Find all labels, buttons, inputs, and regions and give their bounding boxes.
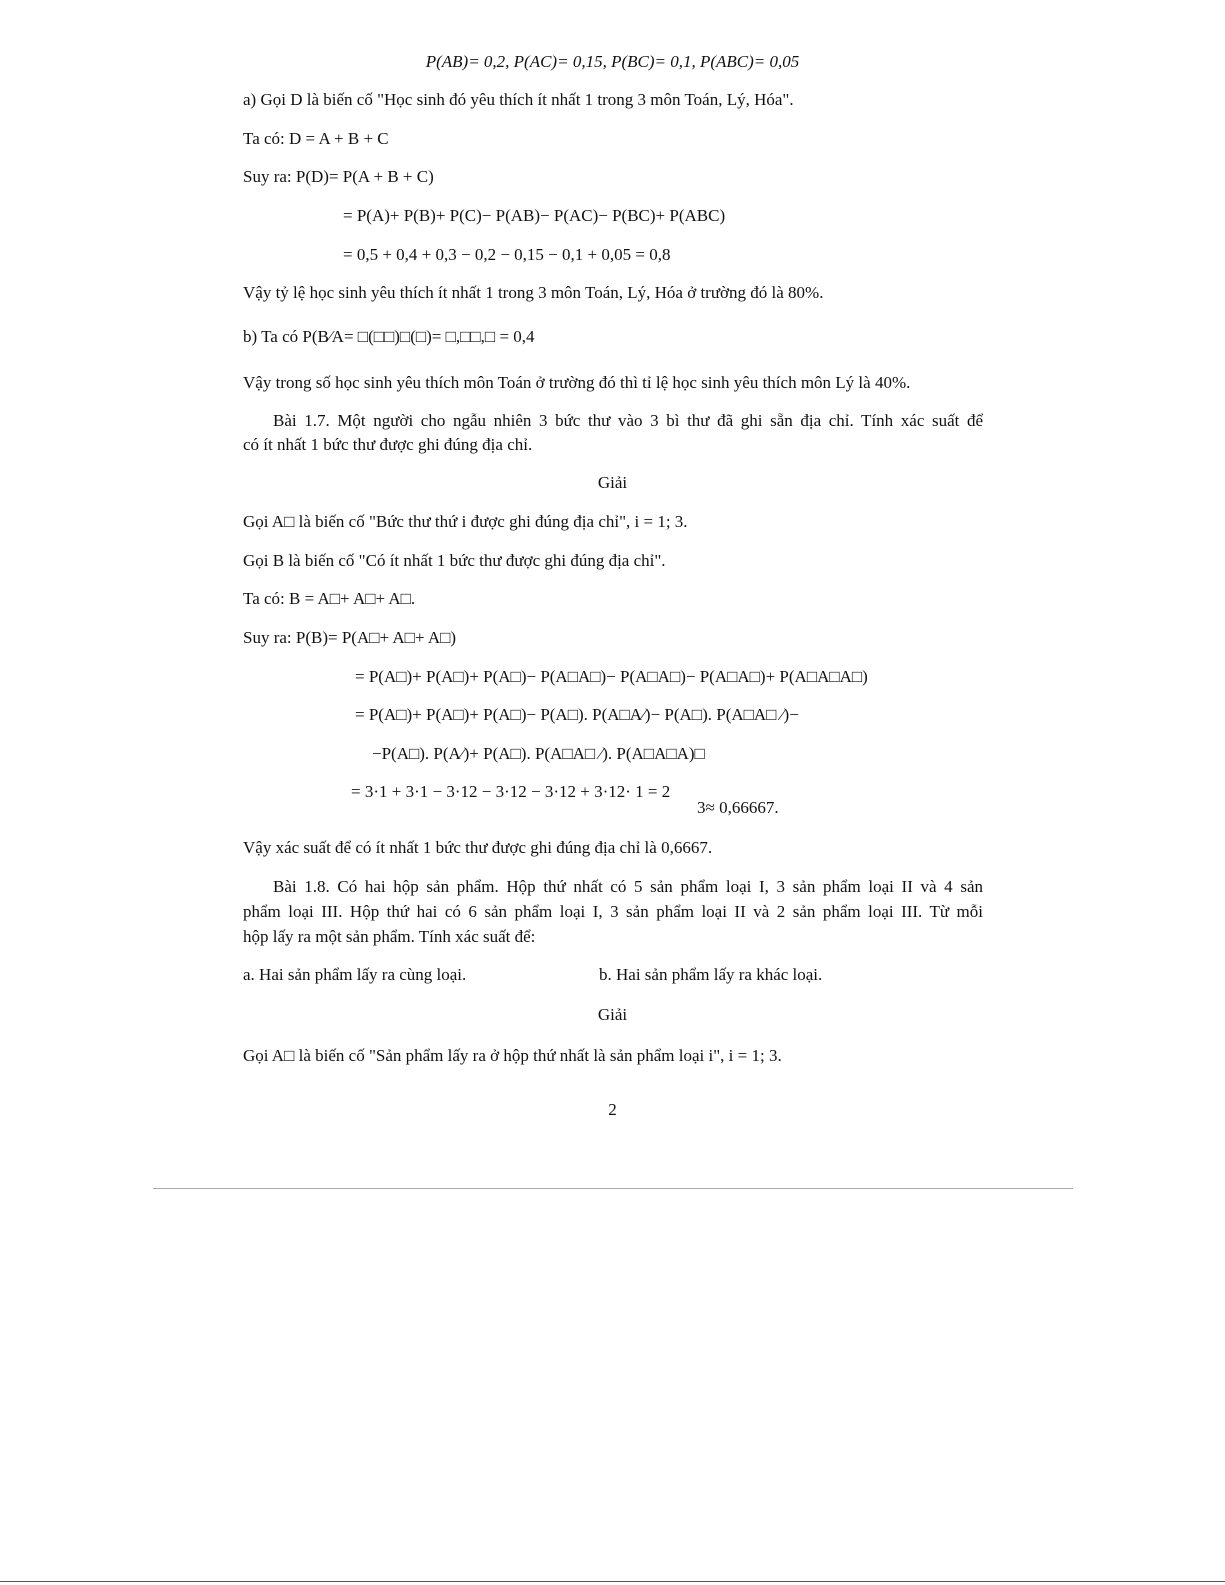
option-b: b. Hai sản phẩm lấy ra khác loại. xyxy=(599,965,823,984)
event-b-formula: Ta có: B = A□+ A□+ A□. xyxy=(243,589,416,608)
exercise-1-7-text: Bài 1.7. Một người cho ngẫu nhiên 3 bức thư vào 3 bì thư đã ghi sẵn địa chỉ. Tính xác suất để xyxy=(273,411,983,430)
part-b-conclusion: Vậy trong số học sinh yêu thích môn Toán ở trường đó thì tỉ lệ học sinh yêu thích môn Lý là 40%. xyxy=(243,373,911,392)
expansion-result: 3≈ 0,66667. xyxy=(697,798,779,817)
event-ai-definition-2: Gọi A□ là biến cố "Sản phẩm lấy ra ở hộp thứ nhất là sản phẩm loại i", i = 1; 3. xyxy=(243,1046,782,1065)
event-b-probability: Suy ra: P(B)= P(A□+ A□+ A□) xyxy=(243,628,457,647)
page-number: 2 xyxy=(608,1100,617,1119)
part-a-definition: a) Gọi D là biến cố "Học sinh đó yêu thích ít nhất 1 trong 3 môn Toán, Lý, Hóa". xyxy=(243,90,794,109)
event-d-formula: Ta có: D = A + B + C xyxy=(243,129,389,148)
inclusion-exclusion-values: = 0,5 + 0,4 + 0,3 − 0,2 − 0,15 − 0,1 + 0,05 = 0,8 xyxy=(343,245,671,264)
event-ai-definition: Gọi A□ là biến cố "Bức thư thứ i được ghi đúng địa chỉ", i = 1; 3. xyxy=(243,512,688,531)
inclusion-exclusion-formula: = P(A)+ P(B)+ P(C)− P(AB)− P(AC)− P(BC)+ P(ABC) xyxy=(343,206,726,225)
exercise-1-8-text-cont: phẩm loại III. Hộp thứ hai có 6 sản phẩm loại I, 3 sản phẩm loại II và 2 sản phẩm loại III. Từ mỗi xyxy=(243,902,983,921)
exercise-1-8-text: Bài 1.8. Có hai hộp sản phẩm. Hộp thứ nhất có 5 sản phẩm loại I, 3 sản phẩm loại II và 4 sản xyxy=(273,877,983,896)
prob-values-line: P(AB)= 0,2, P(AC)= 0,15, P(BC)= 0,1, P(ABC)= 0,05 xyxy=(425,52,800,71)
expansion-line-3: −P(A□). P(A⁄)+ P(A□). P(A□A□ ⁄). P(A□A□A)□ xyxy=(372,744,705,763)
event-b-definition: Gọi B là biến cố "Có ít nhất 1 bức thư được ghi đúng địa chỉ". xyxy=(243,551,666,570)
solution-heading: Giải xyxy=(597,473,628,492)
exercise-1-7-conclusion: Vậy xác suất để có ít nhất 1 bức thư được ghi đúng địa chỉ là 0,6667. xyxy=(243,838,713,857)
expansion-line-2: = P(A□)+ P(A□)+ P(A□)− P(A□). P(A□A⁄)− P(A□). P(A□A□ ⁄)− xyxy=(355,705,799,724)
solution-heading-2: Giải xyxy=(597,1005,628,1024)
part-b-conditional: b) Ta có P(B⁄A= □(□□)□(□)= □,□□,□ = 0,4 xyxy=(243,327,535,346)
option-a: a. Hai sản phẩm lấy ra cùng loại. xyxy=(243,965,467,984)
page-divider xyxy=(153,1188,1073,1189)
event-d-probability: Suy ra: P(D)= P(A + B + C) xyxy=(243,167,434,186)
bottom-border xyxy=(0,1581,1225,1582)
expansion-line-4: = 3·1 + 3·1 − 3·12 − 3·12 − 3·12 + 3·12· 1 = 2 xyxy=(351,782,671,801)
part-a-conclusion: Vậy tỷ lệ học sinh yêu thích ít nhất 1 trong 3 môn Toán, Lý, Hóa ở trường đó là 80%. xyxy=(243,283,824,302)
exercise-1-7-text-cont: có ít nhất 1 bức thư được ghi đúng địa chỉ. xyxy=(243,435,533,454)
expansion-line-1: = P(A□)+ P(A□)+ P(A□)− P(A□A□)− P(A□A□)− P(A□A□)+ P(A□A□A□) xyxy=(355,667,868,686)
exercise-1-8-text-end: hộp lấy ra một sản phẩm. Tính xác suất để: xyxy=(243,927,536,946)
